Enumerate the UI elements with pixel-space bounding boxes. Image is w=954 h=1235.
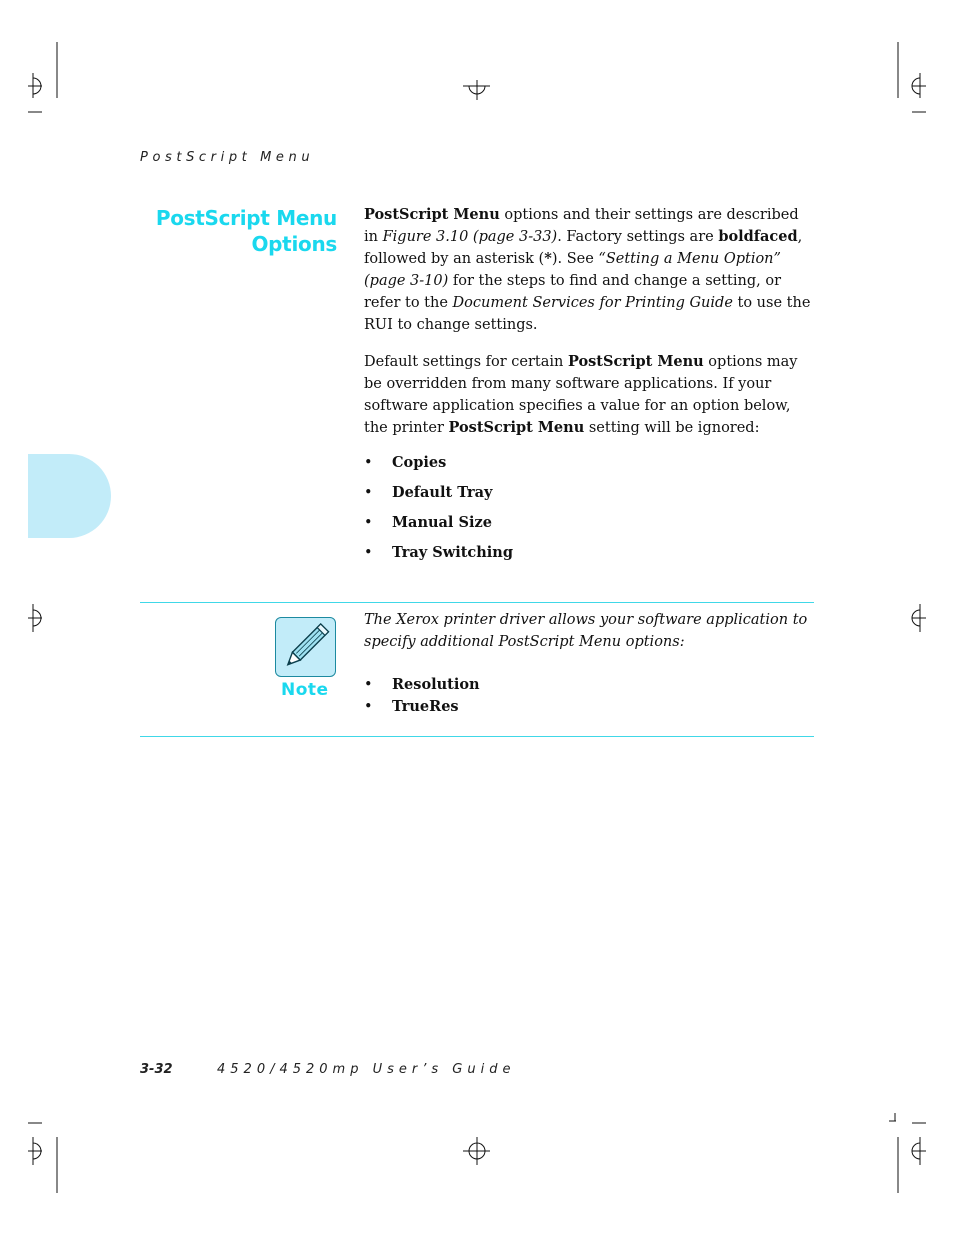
list-item — [364, 676, 480, 693]
list-item — [364, 544, 513, 561]
list-item-label: Manual Size — [392, 514, 492, 531]
list-item — [364, 484, 492, 501]
list-item — [364, 514, 492, 531]
note-label: Note — [281, 680, 329, 700]
para1-strong-boldfaced: boldfaced — [718, 228, 798, 245]
para1-text: . Factory settings are — [557, 229, 719, 245]
footer-guide-title: 4520/4520mp User’s Guide — [217, 1062, 516, 1077]
running-head: PostScript Menu — [140, 150, 315, 165]
page-number: 3-32 — [140, 1062, 173, 1077]
figure-reference: Figure 3.10 (page 3-33) — [382, 229, 558, 245]
para1-text: to use the RUI to change settings. — [364, 295, 811, 333]
section-title — [140, 205, 337, 257]
para2-strong-menu: PostScript Menu — [448, 419, 585, 436]
list-item-label: Default Tray — [392, 484, 493, 501]
section-title-line1: PostScript Menu — [155, 206, 337, 230]
list-item — [364, 698, 459, 715]
guide-reference: Document Services for Printing Guide — [452, 295, 733, 311]
para1-text: ). See — [551, 251, 599, 267]
chapter-tab-marker — [28, 454, 111, 538]
para1-text: for the steps to find and change a setting, or refer to the — [364, 273, 782, 311]
para2-text: Default settings for certain — [364, 354, 568, 370]
list-item-label: TrueRes — [392, 698, 459, 715]
note-top-rule — [140, 602, 814, 603]
para1-text: options and their settings are described in — [364, 207, 799, 245]
list-item-label: Resolution — [392, 676, 480, 693]
para2-text: options may be overridden from many software applications. If your software application specifies a value for an option below, the printer — [364, 354, 798, 436]
bullet-icon: • — [364, 545, 373, 561]
para1-strong-menu: PostScript Menu — [364, 206, 500, 223]
menu-option-reference: “Setting a Menu Option” (page 3-10) — [364, 251, 781, 289]
note-text: The Xerox printer driver allows your software application to specify additional PostScript Menu options: — [364, 612, 808, 650]
para1-text: , followed by an asterisk ( — [364, 229, 803, 267]
section-title-line2: Options — [251, 232, 337, 256]
bullet-icon: • — [364, 455, 373, 471]
note-bottom-rule — [140, 736, 814, 737]
list-item — [364, 454, 446, 471]
bullet-icon: • — [364, 515, 373, 531]
override-paragraph — [364, 351, 816, 439]
list-item-label: Copies — [392, 454, 447, 471]
para2-text: setting will be ignored: — [584, 420, 760, 436]
intro-paragraph — [364, 204, 816, 336]
bullet-icon: • — [364, 485, 373, 501]
bullet-icon: • — [364, 699, 373, 715]
pencil-icon — [275, 617, 336, 677]
bullet-icon: • — [364, 677, 373, 693]
para2-strong-menu: PostScript Menu — [567, 353, 704, 370]
list-item-label: Tray Switching — [392, 544, 513, 561]
asterisk: * — [544, 250, 552, 267]
